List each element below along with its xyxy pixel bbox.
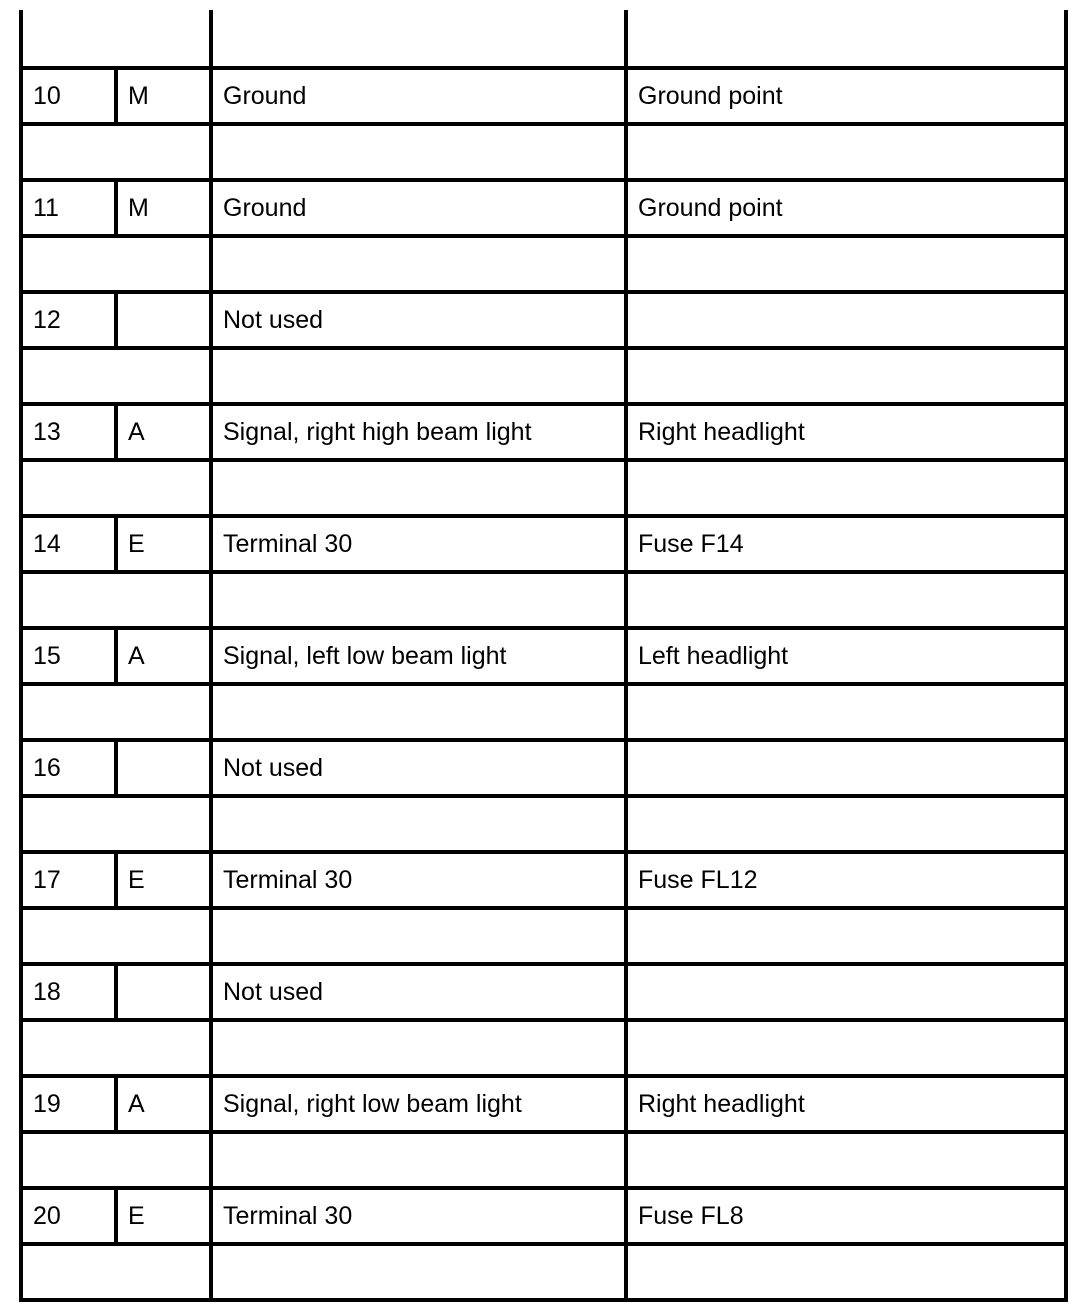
table-row	[21, 1188, 1066, 1244]
table-row	[21, 1076, 1066, 1132]
destination-cell: Ground point	[626, 68, 1066, 124]
destination-cell	[626, 1244, 1066, 1300]
description-cell	[211, 796, 626, 852]
description-cell	[211, 1132, 626, 1188]
table-spacer-row	[21, 796, 1066, 852]
signal-type-cell	[116, 292, 211, 348]
table-spacer-row	[21, 1132, 1066, 1188]
table-row	[21, 404, 1066, 460]
description-cell	[211, 10, 626, 68]
destination-cell	[626, 964, 1066, 1020]
table-row	[21, 516, 1066, 572]
description-cell: Terminal 30	[211, 1188, 626, 1244]
pin-number-cell: 17	[21, 852, 116, 908]
table-spacer-row	[21, 236, 1066, 292]
pin-number-cell: 11	[21, 180, 116, 236]
signal-type-cell	[116, 740, 211, 796]
table-row	[21, 628, 1066, 684]
destination-cell: Fuse F14	[626, 516, 1066, 572]
pin-type-cell	[21, 10, 211, 68]
description-cell: Signal, left low beam light	[211, 628, 626, 684]
pin-type-cell	[21, 236, 211, 292]
pin-type-cell	[21, 1244, 211, 1300]
description-cell: Terminal 30	[211, 516, 626, 572]
signal-type-cell: A	[116, 628, 211, 684]
pin-assignment-table	[19, 10, 1068, 1302]
table-row	[21, 852, 1066, 908]
signal-type-cell: E	[116, 852, 211, 908]
pin-number-cell: 12	[21, 292, 116, 348]
destination-cell	[626, 292, 1066, 348]
description-cell	[211, 348, 626, 404]
destination-cell	[626, 740, 1066, 796]
pin-type-cell	[21, 348, 211, 404]
pin-type-cell	[21, 684, 211, 740]
signal-type-cell	[116, 964, 211, 1020]
description-cell: Not used	[211, 964, 626, 1020]
description-cell	[211, 236, 626, 292]
signal-type-cell: E	[116, 1188, 211, 1244]
table-row	[21, 68, 1066, 124]
destination-cell: Left headlight	[626, 628, 1066, 684]
description-cell: Signal, right low beam light	[211, 1076, 626, 1132]
description-cell	[211, 1020, 626, 1076]
pin-type-cell	[21, 796, 211, 852]
description-cell: Not used	[211, 292, 626, 348]
pin-number-cell: 10	[21, 68, 116, 124]
pin-type-cell	[21, 124, 211, 180]
destination-cell: Ground point	[626, 180, 1066, 236]
table-spacer-row	[21, 1020, 1066, 1076]
description-cell: Not used	[211, 740, 626, 796]
description-cell: Signal, right high beam light	[211, 404, 626, 460]
description-cell	[211, 460, 626, 516]
destination-cell	[626, 10, 1066, 68]
table-spacer-row	[21, 460, 1066, 516]
table-row	[21, 180, 1066, 236]
destination-cell: Fuse FL12	[626, 852, 1066, 908]
table-row-continuation	[21, 10, 1066, 68]
pin-type-cell	[21, 572, 211, 628]
description-cell	[211, 908, 626, 964]
description-cell: Terminal 30	[211, 852, 626, 908]
destination-cell: Right headlight	[626, 1076, 1066, 1132]
destination-cell	[626, 572, 1066, 628]
destination-cell	[626, 348, 1066, 404]
table-row	[21, 740, 1066, 796]
destination-cell	[626, 796, 1066, 852]
pin-number-cell: 16	[21, 740, 116, 796]
table-spacer-row	[21, 684, 1066, 740]
signal-type-cell: E	[116, 516, 211, 572]
pin-type-cell	[21, 908, 211, 964]
table-row	[21, 964, 1066, 1020]
table-spacer-row	[21, 348, 1066, 404]
pin-type-cell	[21, 1132, 211, 1188]
table-spacer-row	[21, 908, 1066, 964]
description-cell	[211, 684, 626, 740]
destination-cell: Right headlight	[626, 404, 1066, 460]
description-cell: Ground	[211, 68, 626, 124]
pin-number-cell: 13	[21, 404, 116, 460]
signal-type-cell: A	[116, 404, 211, 460]
pin-number-cell: 20	[21, 1188, 116, 1244]
description-cell	[211, 572, 626, 628]
signal-type-cell: M	[116, 68, 211, 124]
destination-cell	[626, 460, 1066, 516]
destination-cell	[626, 236, 1066, 292]
pin-number-cell: 18	[21, 964, 116, 1020]
pin-number-cell: 19	[21, 1076, 116, 1132]
destination-cell: Fuse FL8	[626, 1188, 1066, 1244]
signal-type-cell: M	[116, 180, 211, 236]
pin-type-cell	[21, 460, 211, 516]
destination-cell	[626, 1020, 1066, 1076]
description-cell: Ground	[211, 180, 626, 236]
pin-type-cell	[21, 1020, 211, 1076]
pin-number-cell: 15	[21, 628, 116, 684]
destination-cell	[626, 684, 1066, 740]
table-body	[21, 10, 1066, 1300]
table-row	[21, 292, 1066, 348]
table-spacer-row	[21, 124, 1066, 180]
destination-cell	[626, 1132, 1066, 1188]
table-spacer-row	[21, 1244, 1066, 1300]
table-spacer-row	[21, 572, 1066, 628]
pin-number-cell: 14	[21, 516, 116, 572]
destination-cell	[626, 124, 1066, 180]
signal-type-cell: A	[116, 1076, 211, 1132]
destination-cell	[626, 908, 1066, 964]
description-cell	[211, 124, 626, 180]
description-cell	[211, 1244, 626, 1300]
